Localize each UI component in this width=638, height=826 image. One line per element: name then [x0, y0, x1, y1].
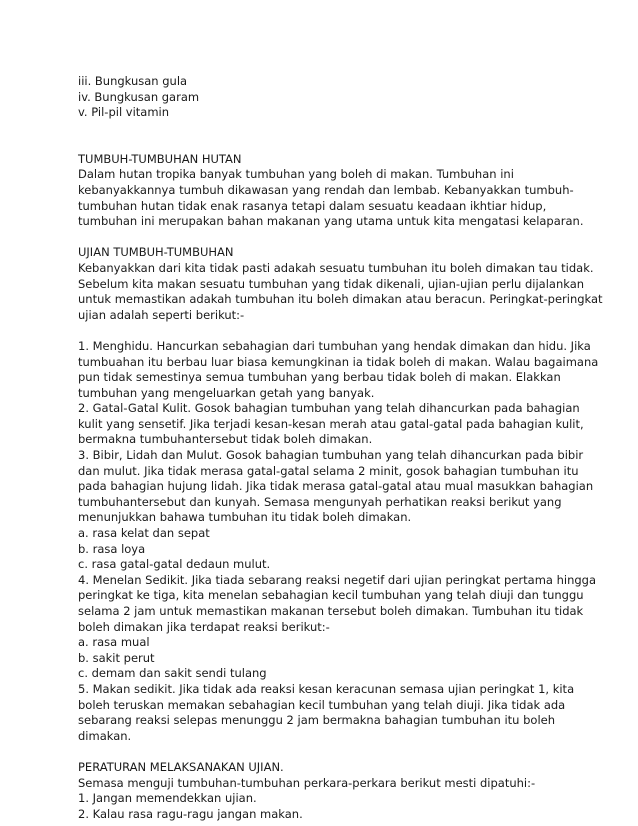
list-item: c. rasa gatal-gatal dedaun mulut. — [78, 557, 271, 572]
section-hutan — [78, 151, 584, 230]
paragraph-line: pun tidak semestinya semua tumbuhan yang berbau tidak boleh di makan. Elakkan — [78, 370, 561, 385]
paragraph-line: tumbuhan hutan tidak enak rasanya tetapi dalam sesuatu keadaan ikhtiar hidup, — [78, 198, 547, 213]
document-page — [78, 74, 603, 822]
paragraph-line: tumbuahan itu berbau luar biasa kemungkinan ia tidak boleh di makan. Walau bagaimana — [78, 354, 599, 369]
list-item: b. sakit perut — [78, 650, 155, 665]
paragraph-line: boleh dimakan jika terdapat reaksi berikut:- — [78, 619, 330, 634]
paragraph-line: untuk memastikan adakah tumbuhan itu boleh dimakan atau beracun. Peringkat-peringkat — [78, 292, 603, 307]
paragraph-line: 4. Menelan Sedikit. Jika tiada sebarang reaksi negetif dari ujian peringkat pertama hingga — [78, 572, 597, 587]
paragraph-line: 2. Gatal-Gatal Kulit. Gosok bahagian tumbuhan yang telah dihancurkan pada bahagian — [78, 401, 580, 416]
paragraph-line: tumbuhantersebut dan kunyah. Semasa mengunyah perhatikan reaksi berikut yang — [78, 494, 562, 509]
list-item: c. demam dan sakit sendi tulang — [78, 666, 267, 681]
paragraph-line: kulit yang sensetif. Jika terjadi kesan-kesan merah atau gatal-gatal pada bahagian kulit, — [78, 416, 584, 431]
list-item: v. Pil-pil vitamin — [78, 105, 170, 120]
list-item: a. rasa kelat dan sepat — [78, 526, 210, 541]
list-item: iii. Bungkusan gula — [78, 74, 188, 88]
paragraph-line: Kebanyakkan dari kita tidak pasti adakah sesuatu tumbuhan itu boleh dimakan tau tidak. — [78, 260, 594, 275]
section-heading: PERATURAN MELAKSANAKAN UJIAN. — [78, 759, 284, 774]
paragraph-line: tumbuhan yang mengeluarkan getah yang banyak. — [78, 385, 375, 400]
section-peraturan — [78, 760, 578, 822]
paragraph-line: 5. Makan sedikit. Jika tidak ada reaksi kesan keracunan semasa ujian peringkat 1, kita — [78, 681, 575, 696]
paragraph-line: Semasa menguji tumbuhan-tumbuhan perkara-perkara berikut mesti dipatuhi:- — [78, 775, 536, 790]
paragraph-line: Dalam hutan tropika banyak tumbuhan yang boleh di makan. Tumbuhan ini — [78, 167, 514, 182]
paragraph-line: dimakan. — [78, 728, 132, 743]
paragraph-line: 3. Bibir, Lidah dan Mulut. Gosok bahagian tumbuhan yang telah dihancurkan pada bibir — [78, 448, 584, 463]
paragraph-line: menunjukkan bahawa tumbuhan itu tidak boleh dimakan. — [78, 510, 412, 525]
section-heading: TUMBUH-TUMBUHAN HUTAN — [78, 151, 242, 166]
intro-list — [78, 74, 578, 121]
paragraph-line: bermakna tumbuhantersebut tidak boleh dimakan. — [78, 432, 373, 447]
paragraph-line: tumbuhan ini merupakan bahan makanan yang utama untuk kita mengatasi kelaparan. — [78, 214, 584, 229]
section-ujian — [78, 245, 603, 744]
paragraph-line: Sebelum kita makan sesuatu tumbuhan yang tidak dikenali, ujian-ujian perlu dijalankan — [78, 276, 585, 291]
list-item: iv. Bungkusan garam — [78, 89, 200, 104]
paragraph-line: peringkat ke tiga, kita menelan sebahagian kecil tumbuhan yang telah diuji dan tunggu — [78, 588, 584, 603]
paragraph-line: pada bahagian hujung lidah. Jika tidak merasa gatal-gatal atau mual masukkan bahagian — [78, 479, 594, 494]
list-item: a. rasa mual — [78, 635, 150, 650]
paragraph-line: boleh teruskan memakan sebahagian kecil tumbuhan yang telah diuji. Jika tidak ada — [78, 697, 566, 712]
list-item: b. rasa loya — [78, 541, 146, 556]
list-item: 2. Kalau rasa ragu-ragu jangan makan. — [78, 806, 303, 821]
paragraph-line: ujian adalah seperti berikut:- — [78, 307, 245, 322]
spacer — [78, 744, 578, 760]
spacer — [78, 230, 578, 246]
list-item: 1. Jangan memendekkan ujian. — [78, 791, 257, 806]
paragraph-line: 1. Menghidu. Hancurkan sebahagian dari tumbuhan yang hendak dimakan dan hidu. Jika — [78, 338, 591, 353]
paragraph-line — [78, 323, 578, 339]
paragraph-line: kebanyakkannya tumbuh dikawasan yang rendah dan lembab. Kebanyakkan tumbuh- — [78, 182, 574, 197]
paragraph-line: sebarang reaksi selepas menunggu 2 jam bermakna bahagian tumbuhan itu boleh — [78, 713, 556, 728]
section-heading: UJIAN TUMBUH-TUMBUHAN — [78, 245, 234, 260]
spacer — [78, 121, 578, 152]
paragraph-line: dan mulut. Jika tidak merasa gatal-gatal selama 2 minit, gosok bahagian tumbuhan itu — [78, 463, 579, 478]
paragraph-line: selama 2 jam untuk memastikan makanan tersebut boleh dimakan. Tumbuhan itu tidak — [78, 604, 584, 618]
